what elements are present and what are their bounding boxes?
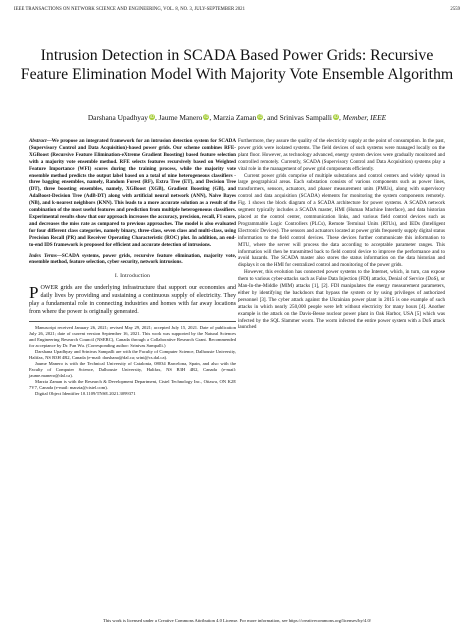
right-column	[238, 138, 445, 331]
author-zaman: , Marzia Zaman	[209, 113, 257, 122]
page-number: 2559	[450, 7, 460, 12]
body-paragraph: Current power grids comprise of multiple substations and control centers and widely spread in large geographical areas. Each substation consists of various components such as power lines, transformers, sensors, actuators, and phaser measurement units (PMUs), along with supervisory control and data acquisition (SCADA) elements for monitoring the system components remotely. Fig. 1 shows the block diagram of a SCADA architecture for power systems. A SCADA network segment typically includes a SCADA master, HMI (Human Machine Interface), and data historian placed at the control center, communication links, and various field control devices such as Programmable Logic Controllers (PLCs), Remote Terminal Units (RTUs), and IEDs (Intelligent Electronic Devices). The sensors and actuators located at power grids frequently supply digital status information to the field control devices. These devices further communicate this information to MTU, where the server will process the data according to acceptable parameter ranges. This information will then be transmitted back to field control device to improve the performance and to avoid hazards. The SCADA master also stores the status information on the data historian and displays it on the HMI for centralized control and monitoring of the power grids.	[238, 172, 445, 269]
author-membership: , Member, IEEE	[338, 113, 387, 122]
footnote-affiliation-2: Jaume Manero is with the Technical University of Catalonia, 08034 Barcelona, Spain, and also with the Faculty of Computer Science, Dalhousie University, Halifax, NS B3H 4R2, Canada (e-mail: jaume.manero@dal.ca).	[29, 361, 236, 379]
index-terms-label: Index Terms	[29, 252, 57, 259]
introduction-text: OWER grids are the underlying infrastructure that support our economies and daily lives by providing and sustaining a continuous supply of electricity. They play a fundamental role in connecting industries and homes with far away locations from where the power is originally generated.	[29, 285, 236, 316]
index-terms-text: —SCADA systems, power grids, recursive feature elimination, majority vote, ensemble method, feature selection, cyber security, network intrusions.	[29, 252, 236, 266]
drop-cap: P	[29, 283, 39, 303]
orcid-icon[interactable]: iD	[333, 114, 339, 119]
index-terms	[29, 253, 236, 267]
running-head	[14, 7, 460, 12]
orcid-icon[interactable]: iD	[149, 114, 155, 119]
author-list	[20, 113, 454, 122]
orcid-icon[interactable]: iD	[204, 114, 209, 119]
abstract-text: —We propose an integrated framework for an intrusion detection system for SCADA (Supervisory Control and Data Acquisition)-based power grids. Our scheme combines RFE-XGBoost (Recursive Feature Elimination-eXtreme Gradient Boosting) based feature selection with a majority vote ensemble method. RFE selects features recursively based on Weighted Feature Importance (WFI) scores during the training process, while the majority vote ensemble method predicts the output label based on a total of nine heterogeneous classifiers - three bagging ensembles, namely, Random Forest (RF), Extra Tree (ET), and Decision Tree (DT), three boosting ensembles, namely, XGBoost (XGB), Gradient Boosting (GB), and AdaBoost-Decision Tree (AdB-DT) along with artificial neural network (ANN), Naive Bayes (NB), and k-nearest neighbors (KNN). This leads to a more accurate solution as a result of the combination of the most useful features and prediction from multiple heterogeneous classifiers. Experimental results show that our approach increases the accuracy, precision, recall, F1 score, and decreases the miss rate as compared to previous approaches. The model is also evaluated for four different class categories, namely binary, three-class, seven class and multi-class, using Precision Recall (PR) and Receiver Operating Characteristic (ROC) plot. In addition, an end-to-end IDS framework is proposed for efficient and accurate detection of intrusions.	[29, 138, 236, 248]
body-paragraph: However, this evolution has connected power systems to the Internet, which, in turn, can expose them to various cyber-attacks such as False Data Injection (FDI) attacks, Denial of Service (DoS), or Man-In-the-Middle (MIM) attacks [1], [2]. FDI manipulates the energy measurement parameters, either by identifying the backdoors that bypass the system or by using privileges of authorized personnel [3]. The cyber attack against the Ukrainian power plant in 2015 is one example of such attacks in which nearly 250,000 people were left without electricity for many hours [4]. Another example is the attack on the Davis-Besse nuclear power plant in Oak Harbor, USA [5] which was infected by the SQL Slammer worm. The worm infected the entire power system with a DoS attack launched	[238, 269, 445, 331]
introduction-paragraph	[29, 284, 236, 316]
body-paragraph: Furthermore, they assure the quality of the electricity supply at the point of consumption. In the past, power grids were isolated systems. The field devices of such systems were managed locally on the plant floor. However, as technology advanced, energy system devices were gradually monitored and controlled remotely. Currently, SCADA (Supervisory Control and Data Acquisition) systems play a vital role in the management of power grid components efficiently.	[238, 138, 445, 172]
footnote-manuscript: Manuscript received January 26, 2021; revised May 29, 2021; accepted July 15, 2021. Date of publication July 26, 2021; date of current version September 16, 2021. This work was supported by the Natural Sciences and Engineering Research Council (NSERC), Canada through a Collaborative Research Grant. Recommended for acceptance by Dr. Fan Wu. (Corresponding author: Srinivas Sampalli.)	[29, 325, 236, 349]
orcid-icon[interactable]: iD	[258, 114, 263, 119]
author-sampalli: , and Srinivas Sampalli	[263, 113, 332, 122]
footnote-doi: Digital Object Identifier 10.1109/TNSE.2021.3099371	[35, 391, 136, 397]
license-footer: This work is licensed under a Creative Commons Attribution 4.0 License. For more information, see https://creativecommons.org/licenses/by/4.0/	[102, 618, 372, 623]
abstract-label: Abstract	[29, 138, 47, 144]
left-column	[29, 138, 236, 397]
footnote-affiliation-3: Marzia Zaman is with the Research & Development Department, Cistel Technology Inc., Ottawa, ON K2E 7V7, Canada (e-mail: marzia@cistel.com).	[29, 379, 236, 391]
journal-header: IEEE TRANSACTIONS ON NETWORK SCIENCE AND ENGINEERING, VOL. 8, NO. 3, JULY-SEPTEMBER 2021	[14, 7, 245, 12]
abstract	[29, 138, 236, 249]
paper-title: Intrusion Detection in SCADA Based Power Grids: Recursive Feature Elimination Model With Majority Vote Ensemble Algorithm	[20, 47, 454, 83]
footnote-affiliation-1: Darshana Upadhyay and Srinivas Sampalli are with the Faculty of Computer Science, Dalhousie University, Halifax, NS B3H 4R2, Canada (e-mail: darshana@dal.ca; srini@cs.dal.ca).	[29, 349, 236, 361]
section-heading-introduction: I. Introduction	[114, 273, 151, 280]
author-upadhyay: Darshana Upadhyay	[87, 113, 148, 122]
author-manero: , Jaume Manero	[154, 113, 203, 122]
footnote-divider	[29, 321, 236, 322]
